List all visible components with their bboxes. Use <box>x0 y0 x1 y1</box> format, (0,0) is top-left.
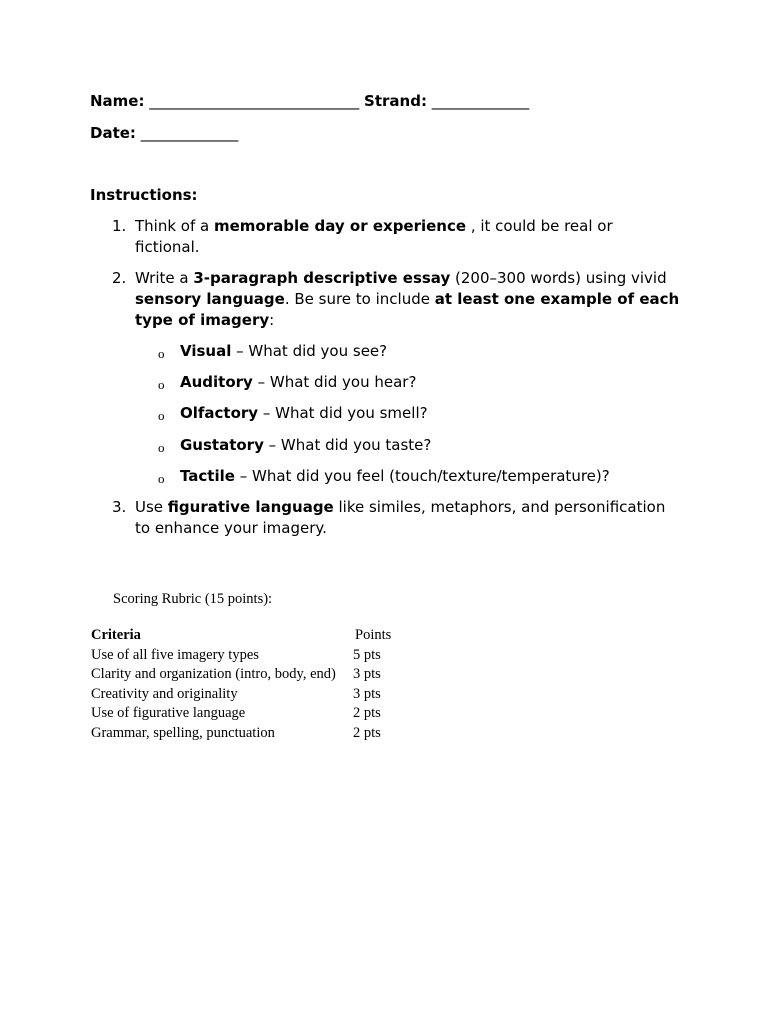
worksheet-page: Name: ____________________________ Strand: _____________ Date: _____________ Instructions: 1. Think of a memorable day or experience , it could be real or fictional. 2. Write a 3-paragraph descriptive essay (200–300 words) using vivid sensory language. Be sure to include at least one example of each type of imagery: o Visual – What did you see? o Auditory – What did you hear? o Olfactory – What did you smell? o Gustatory – What did you taste? o Tactile – What did you feel (touch/texture/temperature)? 3. Use figurative language like similes, metaphors, and personification to enhance your imagery. Scoring Rubric (15 points): Criteria Points Use of all five imagery types 5 pts Clarity and organization (intro, body, end) 3 pts Creativity and originality 3 pts Use of figurative language 2 pts Grammar, spelling, punctuation 2 pts <box>0 0 768 1024</box>
strand-label: Strand: <box>364 92 427 110</box>
bullet-icon: o <box>158 440 165 455</box>
points-cell: 3 pts <box>353 685 381 702</box>
item-number: 3. <box>112 498 127 516</box>
instructions-heading: Instructions: <box>90 186 198 204</box>
column-header-points: Points <box>355 627 392 643</box>
name-blank: ____________________________ <box>149 92 360 110</box>
item-number: 1. <box>112 217 127 235</box>
criteria-cell: Creativity and originality <box>91 685 238 702</box>
rubric-title: Scoring Rubric (15 points): <box>113 591 273 607</box>
item-number: 2. <box>112 269 127 287</box>
points-cell: 2 pts <box>353 705 381 721</box>
table-row <box>89 704 393 724</box>
bullet-icon: o <box>158 346 165 361</box>
bullet-icon: o <box>158 377 165 392</box>
item-text: Use figurative language like similes, metaphors, and personification to enhance your imagery. <box>135 498 666 537</box>
name-label: Name: <box>90 92 145 110</box>
table-row <box>89 685 393 705</box>
criteria-cell: Use of all five imagery types <box>91 646 259 663</box>
rubric-table <box>89 626 393 743</box>
date-blank: _____________ <box>140 124 239 142</box>
table-row <box>89 724 393 744</box>
table-header-row <box>89 626 393 646</box>
criteria-cell: Clarity and organization (intro, body, end) <box>91 666 336 682</box>
points-cell: 2 pts <box>353 724 381 741</box>
points-cell: 5 pts <box>353 646 381 663</box>
bullet-icon: o <box>158 471 165 486</box>
date-line <box>90 123 238 144</box>
strand-blank: _____________ <box>431 92 530 110</box>
column-header-criteria: Criteria <box>91 627 141 643</box>
table-row <box>89 646 393 666</box>
criteria-cell: Use of figurative language <box>91 705 246 721</box>
criteria-cell: Grammar, spelling, punctuation <box>91 724 275 741</box>
item-text: Write a 3-paragraph descriptive essay (200–300 words) using vivid sensory language. Be sure to include at least one example of each type of imagery: <box>135 269 680 329</box>
date-label: Date: <box>90 124 136 142</box>
name-strand-line <box>90 91 529 112</box>
bullet-icon: o <box>158 408 165 423</box>
table-row <box>89 665 393 685</box>
item-text: Think of a memorable day or experience , it could be real or fictional. <box>135 217 613 256</box>
points-cell: 3 pts <box>353 666 381 682</box>
